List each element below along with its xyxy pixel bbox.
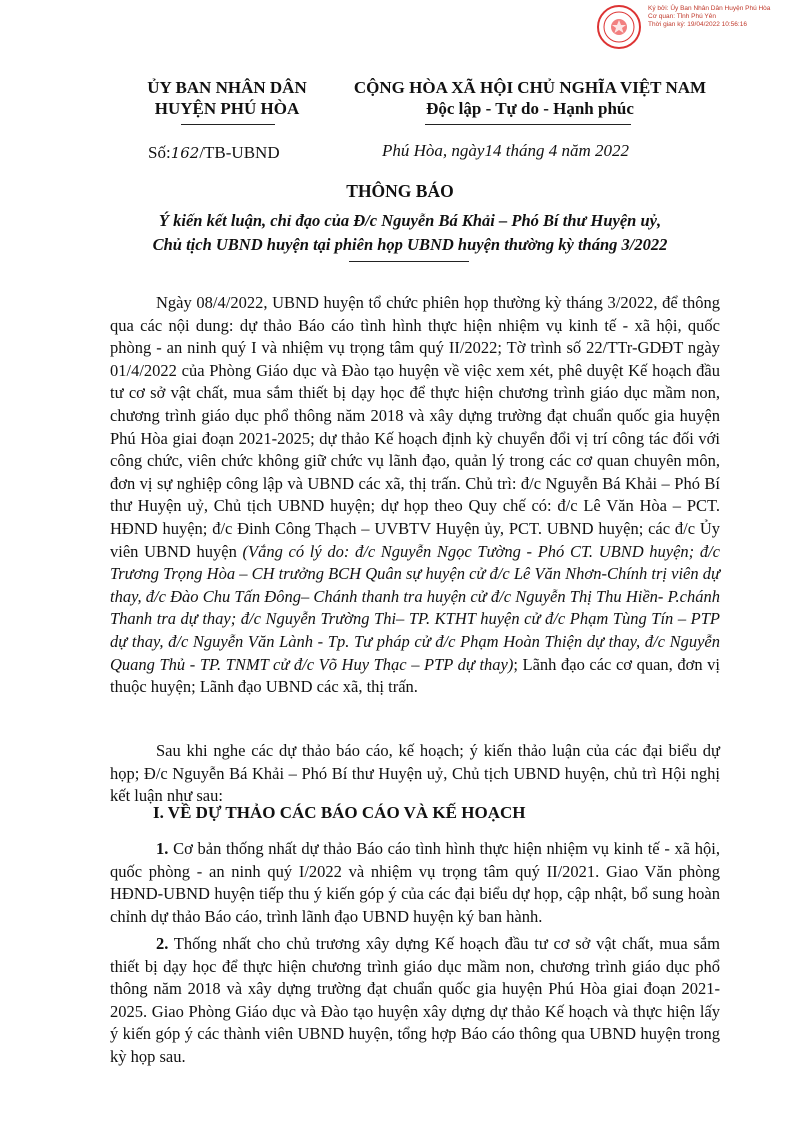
motto: Độc lập - Tự do - Hạnh phúc xyxy=(426,99,634,118)
motto-underline xyxy=(425,124,631,125)
subtitle-underline xyxy=(349,261,469,262)
signature-signer: Ký bởi: Ủy Ban Nhân Dân Huyện Phú Hòa xyxy=(648,5,771,12)
item-1: 1. Cơ bản thống nhất dự thảo Báo cáo tình hình thực hiện nhiệm vụ kinh tế - xã hội, quốc phòng - an ninh quý I/2022 và nhiệm vụ trọng tâm quý II/2021. Giao Văn phòng HĐND-UBND huyện tiếp thu ý kiến góp ý của các đại biểu dự họp, cập nhật, bổ sung hoàn chỉnh dự thảo Báo cáo, trình lãnh đạo UBND huyện ký ban hành. xyxy=(110,839,720,926)
country-name: CỘNG HÒA XÃ HỘI CHỦ NGHĨA VIỆT NAM xyxy=(353,78,707,97)
document-date: Phú Hòa, ngày14 tháng 4 năm 2022 xyxy=(382,141,629,160)
document-subtitle: Ý kiến kết luận, chỉ đạo của Đ/c Nguyễn Bá Khải – Phó Bí thư Huyện uỷ, Chủ tịch UBND huyện tại phiên họp UBND huyện thường kỳ tháng 3/2022 xyxy=(152,211,668,254)
digital-signature-info xyxy=(648,5,770,29)
paragraph-conclusion-intro: Sau khi nghe các dự thảo báo cáo, kế hoạch; ý kiến thảo luận của các đại biểu dự họp; Đ/c Nguyễn Bá Khải – Phó Bí thư Huyện uỷ, Chủ tịch UBND huyện, chủ trì Hội nghị kết luận như sau: xyxy=(110,741,720,806)
signature-time: Thời gian ký: 19/04/2022 10:56:16 xyxy=(648,21,747,28)
national-motto xyxy=(340,77,720,119)
official-seal-icon xyxy=(596,4,642,50)
date-day-handwritten: 14 xyxy=(484,141,502,160)
agency-district: HUYỆN PHÚ HÒA xyxy=(154,99,300,118)
document-number-handwritten: 162 xyxy=(170,144,200,162)
document-number: Số:162/TB-UBND xyxy=(148,143,280,162)
item-2: 2. Thống nhất cho chủ trương xây dựng Kế hoạch đầu tư cơ sở vật chất, mua sắm thiết bị dạy học để thực hiện chương trình giáo dục mầm non, chương trình giáo dục phổ thông năm 2018 và xây dựng trường đạt chuẩn quốc gia huyện Phú Hòa giai đoạn 2021-2025. Giao Phòng Giáo dục và Đào tạo huyện xây dựng dự thảo Kế hoạch và thực hiện lấy ý kiến góp ý các thành viên UBND huyện, tổng hợp Báo cáo thông qua UBND huyện trong kỳ họp sau. xyxy=(110,934,720,1066)
agency-name: ỦY BAN NHÂN DÂN xyxy=(147,78,307,97)
signature-agency: Cơ quan: Tỉnh Phú Yên xyxy=(648,13,716,20)
document-title: THÔNG BÁO xyxy=(346,181,454,201)
paragraph-intro: Ngày 08/4/2022, UBND huyện tổ chức phiên họp thường kỳ tháng 3/2022, để thông qua các nội dung: dự thảo Báo cáo tình hình thực hiện nhiệm vụ kinh tế - xã hội, quốc phòng - an ninh quý I và nhiệm vụ trọng tâm quý II/2022; Tờ trình số 22/TTr-GDĐT ngày 01/4/2022 của Phòng Giáo dục và Đào tạo huyện về việc xem xét, phê duyệt Kế hoạch đầu tư cơ sở vật chất, mua sắm thiết bị dạy học để thực hiện chương trình giáo dục mầm non, chương trình giáo dục phổ thông năm 2018 và xây dựng trường đạt chuẩn quốc gia huyện Phú Hòa giai đoạn 2021-2025; dự thảo Kế hoạch định kỳ chuyển đổi vị trí công tác đối với công chức, viên chức không giữ chức vụ lãnh đạo, quản lý trong các cơ quan chuyên môn, đơn vị sự nghiệp công lập và UBND các xã, thị trấn. Chủ trì: đ/c Nguyễn Bá Khải – Phó Bí thư Huyện uỷ, Chủ tịch UBND huyện; dự họp theo Quy chế có: đ/c Lê Văn Hòa – PCT. HĐND huyện; đ/c Đinh Công Thạch – UVBTV Huyện ủy, PCT. UBND huyện; các đ/c Ủy viên UBND huyện (Vắng có lý do: đ/c Nguyễn Ngọc Tường - Phó CT. UBND huyện; đ/c Trương Trọng Hòa – CH trưởng BCH Quân sự huyện cử đ/c Lê Văn Nhơn-Chính trị viên dự thay, đ/c Đào Chu Tấn Đông– Chánh thanh tra huyện cử đ/c Nguyễn Thị Thu Hiền- P.chánh Thanh tra dự thay; đ/c Nguyễn Trường Thi– TP. KTHT huyện cử đ/c Phạm Tùng Tín – PTP dự thay, đ/c Nguyễn Văn Lành - Tp. Tư pháp cử đ/c Phạm Hoàn Thiện dự thay, đ/c Nguyễn Quang Thủ - TP. TNMT cử đ/c Võ Huy Thạc – PTP dự thay); Lãnh đạo các cơ quan, đơn vị thuộc huyện; Lãnh đạo UBND các xã, thị trấn. xyxy=(110,293,720,697)
issuing-agency xyxy=(120,77,334,119)
agency-underline xyxy=(181,124,275,125)
section-heading-1: I. VỀ DỰ THẢO CÁC BÁO CÁO VÀ KẾ HOẠCH xyxy=(153,803,526,822)
absent-members-note: (Vắng có lý do: đ/c Nguyễn Ngọc Tường - Phó CT. UBND huyện; đ/c Trương Trọng Hòa – CH trưởng BCH Quân sự huyện cử đ/c Lê Văn Nhơn-Chính trị viên dự thay, đ/c Đào Chu Tấn Đông– Chánh thanh tra huyện cử đ/c Nguyễn Thị Thu Hiền- P.chánh Thanh tra dự thay; đ/c Nguyễn Trường Thi– TP. KTHT huyện cử đ/c Phạm Tùng Tín – PTP dự thay, đ/c Nguyễn Văn Lành - Tp. Tư pháp cử đ/c Phạm Hoàn Thiện dự thay, đ/c Nguyễn Quang Thủ - TP. TNMT cử đ/c Võ Huy Thạc – PTP dự thay) xyxy=(110,541,720,674)
